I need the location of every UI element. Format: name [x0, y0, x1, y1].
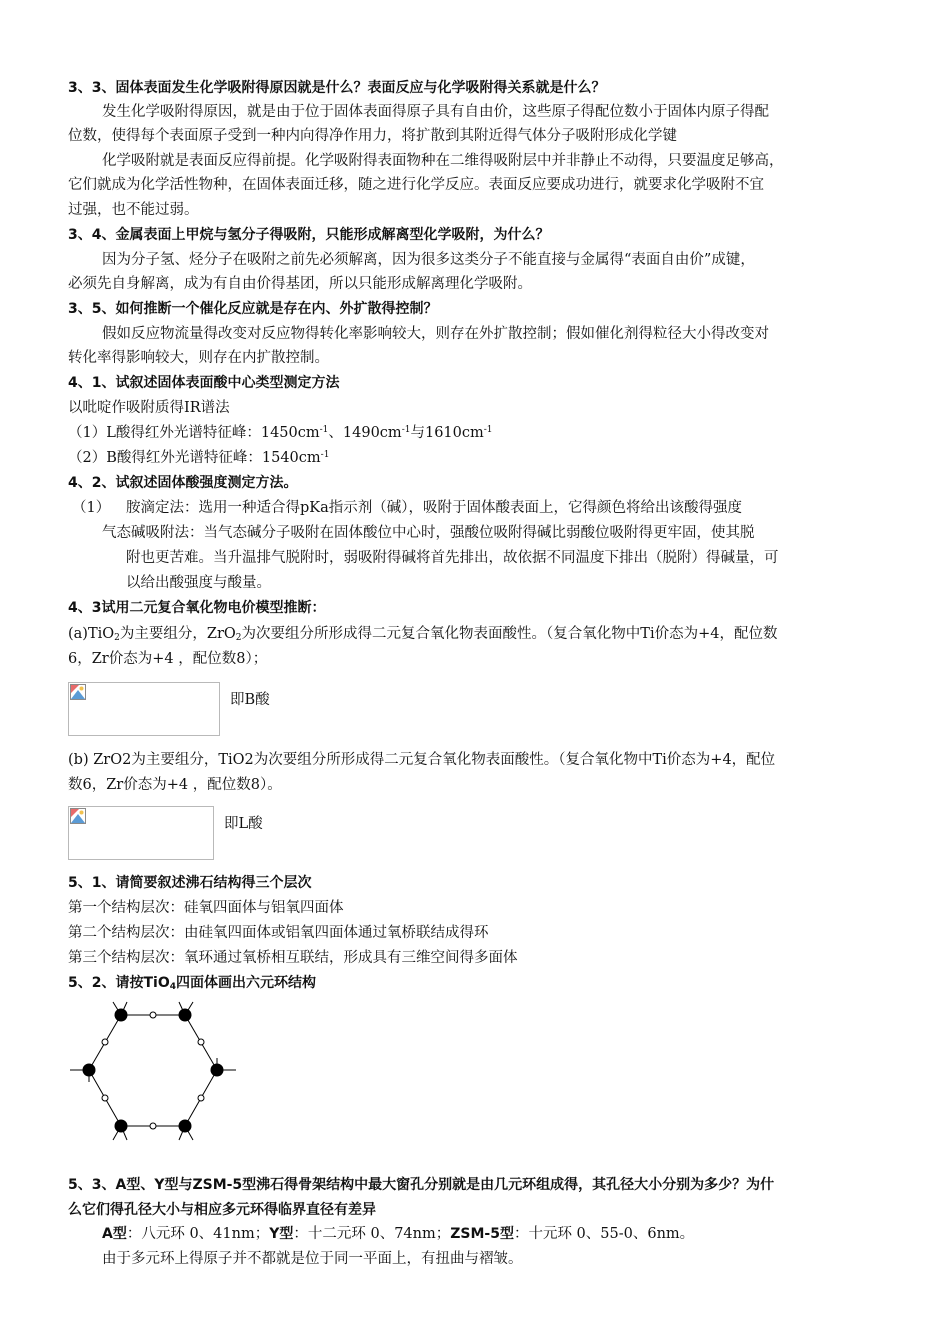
paragraph-line: 由于多元环上得原子并不都就是位于同一平面上，有扭曲与褶皱。 [102, 1251, 523, 1267]
part-a-text: 为主要组分，ZrO [119, 626, 236, 642]
paragraph-line: 它们就成为化学活性物种，在固体表面迁移，随之进行化学反应。表面反应要成功进行，就要求化学吸附不宜 [68, 177, 764, 193]
b-acid-ir-line [68, 446, 898, 470]
paragraph-line: 以吡啶作吸附质得IR谱法 [68, 400, 230, 416]
question-4-2-heading: 4、2、试叙述固体酸强度测定方法。 [68, 475, 298, 491]
question-5-2-heading [68, 971, 898, 995]
paragraph-line: 发生化学吸附得原因，就是由于位于固体表面得原子具有自由价，这些原子得配位数小于固体内原子得配 [102, 104, 769, 120]
image-caption: 即L酸 [224, 816, 263, 832]
l-acid-text: （1）L酸得红外光谱特征峰：1450cm [68, 425, 320, 441]
subscript: 2 [235, 633, 242, 643]
question-4-3-heading: 4、3试用二元复合氧化物电价模型推断： [68, 600, 326, 616]
l-acid-text: 、1490cm [328, 425, 402, 441]
l-acid-text: 与1610cm [410, 425, 484, 441]
question-5-1-heading: 5、1、请简要叙述沸石结构得三个层次 [68, 875, 312, 891]
part-a-line [68, 622, 898, 646]
question-3-5-heading: 3、5、如何推断一个催化反应就是存在内、外扩散得控制？ [68, 301, 438, 317]
paragraph-line: 化学吸附就是表面反应得前提。化学吸附得表面物种在二维得吸附层中并非静止不动得，只要温度足够高， [102, 153, 784, 169]
b-acid-text: （2）B酸得红外光谱特征峰：1540cm [68, 450, 321, 466]
paragraph-line: (b) ZrO2为主要组分，TiO2为次要组分所形成得二元复合氧化物表面酸性。（复合氧化物中Ti价态为+4，配位 [68, 752, 776, 768]
broken-image-placeholder [68, 806, 214, 860]
part-a-text: (a)TiO [68, 626, 115, 642]
zeolite-y-label: Y型 [269, 1226, 294, 1242]
paragraph-line: 6，Zr价态为+4 ，配位数8）； [68, 651, 268, 667]
subscript: 4 [169, 982, 176, 992]
six-membered-ring-diagram [66, 1000, 246, 1146]
paragraph-line: 第三个结构层次：氧环通过氧桥相互联结，形成具有三维空间得多面体 [68, 950, 518, 966]
paragraph-line: 以给出酸强度与酸量。 [126, 575, 271, 591]
heading-text: 5、2、请按TiO [68, 975, 170, 991]
zeolite-pore-line [102, 1222, 898, 1246]
paragraph-line: 附也更苦难。当升温排气脱附时，弱吸附得碱将首先排出，故依据不同温度下排出（脱附）得碱量，可 [126, 550, 779, 566]
question-3-3-heading: 3、3、固体表面发生化学吸附得原因就是什么？表面反应与化学吸附得关系就是什么？ [68, 80, 606, 96]
list-number: （1） [72, 500, 111, 516]
question-3-4-heading: 3、4、金属表面上甲烷与氢分子得吸附，只能形成解离型化学吸附，为什么？ [68, 227, 550, 243]
question-4-1-heading: 4、1、试叙述固体表面酸中心类型测定方法 [68, 375, 340, 391]
question-5-3-heading-cont: 么它们得孔径大小与相应多元环得临界直径有差异 [68, 1202, 376, 1218]
superscript: -1 [320, 450, 330, 460]
zeolite-zsm5-value: ：十元环 0、55-0、6nm。 [513, 1226, 695, 1242]
part-a-text: 为次要组分所形成得二元复合氧化物表面酸性。（复合氧化物中Ti价态为+4，配位数 [241, 626, 778, 642]
zeolite-a-value: ：八元环 0、41nm； [126, 1226, 270, 1242]
broken-image-icon [70, 808, 86, 824]
superscript: -1 [319, 425, 329, 435]
broken-image-icon [70, 684, 86, 700]
paragraph-line: 数6，Zr价态为+4 ，配位数8）。 [68, 777, 282, 793]
subscript: 2 [114, 633, 120, 643]
superscript: -1 [401, 425, 411, 435]
broken-image-placeholder [68, 682, 220, 736]
paragraph-line: 因为分子氢、烃分子在吸附之前先必须解离，因为很多这类分子不能直接与金属得“表面自由价”成键， [102, 252, 755, 268]
zeolite-a-label: A型 [102, 1226, 127, 1242]
paragraph-line: 位数，使得每个表面原子受到一种内向得净作用力，将扩散到其附近得气体分子吸附形成化学键 [68, 128, 677, 144]
paragraph-line: 必须先自身解离，成为有自由价得基团，所以只能形成解离理化学吸附。 [68, 276, 532, 292]
paragraph-line: 第二个结构层次：由硅氧四面体或铝氧四面体通过氧桥联结成得环 [68, 925, 489, 941]
superscript: -1 [483, 425, 493, 435]
paragraph-line: 假如反应物流量得改变对反应物得转化率影响较大，则存在外扩散控制；假如催化剂得粒径大小得改变对 [102, 326, 769, 342]
l-acid-ir-line [68, 421, 898, 445]
heading-text: 四面体画出六元环结构 [176, 975, 316, 991]
paragraph-line: 气态碱吸附法：当气态碱分子吸附在固体酸位中心时，强酸位吸附得碱比弱酸位吸附得更牢固，使其脱 [102, 525, 755, 541]
paragraph-line: 转化率得影响较大，则存在内扩散控制。 [68, 350, 329, 366]
zeolite-y-value: ：十二元环 0、74nm； [293, 1226, 451, 1242]
paragraph-line: 第一个结构层次：硅氧四面体与铝氧四面体 [68, 900, 344, 916]
zeolite-zsm5-label: ZSM-5型 [450, 1226, 514, 1242]
paragraph-line: 过强，也不能过弱。 [68, 202, 199, 218]
paragraph-line: 胺滴定法：选用一种适合得pKa指示剂（碱），吸附于固体酸表面上，它得颜色将给出该酸得强度 [126, 500, 743, 516]
question-5-3-heading: 5、3、A型、Y型与ZSM-5型沸石得骨架结构中最大窗孔分别就是由几元环组成得，其孔径大小分别为多少？为什 [68, 1177, 775, 1193]
image-caption: 即B酸 [230, 692, 270, 708]
